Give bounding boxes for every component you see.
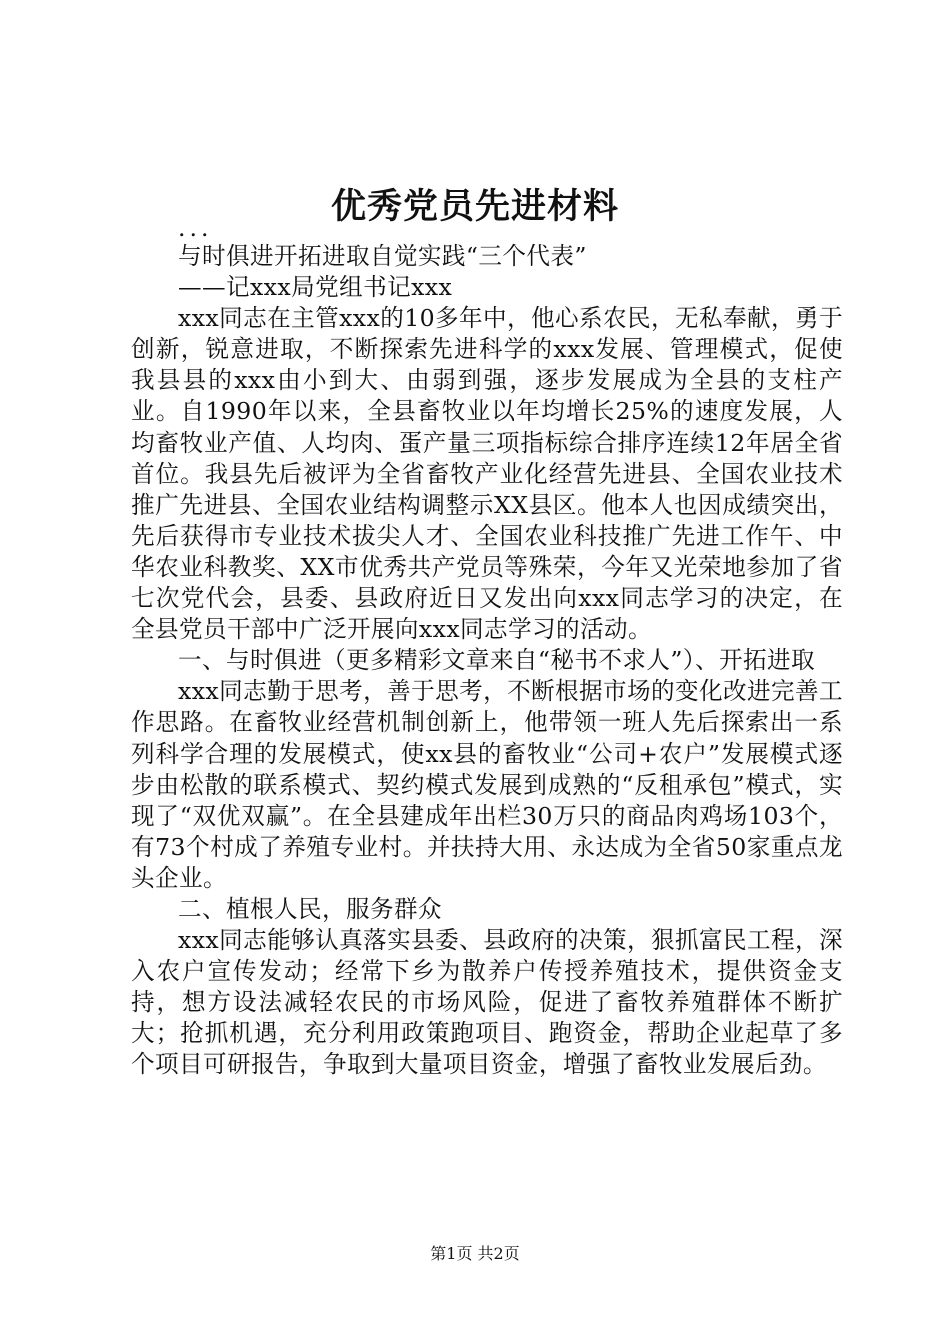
section-heading: 二、植根人民，服务群众 [178, 894, 442, 923]
page-number: 第1页 共2页 [430, 1244, 520, 1263]
byline: ——记xxx局党组书记xxx [178, 273, 453, 302]
ellipsis-marker: ... [178, 214, 213, 242]
subtitle-line: 与时俱进开拓进取自觉实践“三个代表” [178, 242, 587, 270]
document-body [131, 216, 843, 1081]
document-title: 优秀党员先进材料 [330, 186, 619, 227]
body-paragraph: xxx同志勤于思考，善于思考，不断根据市场的变化改进完善工作思路。在畜牧业经营机制创新上，他带领一班人先后探索出一系列科学合理的发展模式，使xx县的畜牧业“公司+农户”发展模式逐步由松散的联系模式、契约模式发展到成熟的“反租承包”模式，实现了“双优双赢”。在全县建成年出栏30万只的商品肉鸡场103个，有73个村成了养殖专业村。并扶持大用、永达成为全省50家重点龙头企业。 [131, 677, 843, 892]
section-heading: 一、与时俱进（更多精彩文章来自“秘书不求人”）、开拓进取 [178, 646, 815, 675]
body-paragraph: xxx同志在主管xxx的10多年中，他心系农民，无私奉献，勇于创新，锐意进取，不断探索先进科学的xxx发展、管理模式，促使我县县的xxx由小到大、由弱到强，逐步发展成为全县的支柱产业。自1990年以来，全县畜牧业以年均增长25%的速度发展，人均畜牧业产值、人均肉、蛋产量三项指标综合排序连续12年居全省首位。我县先后被评为全省畜牧产业化经营先进县、全国农业技术推广先进县、全国农业结构调整示XX县区。他本人也因成绩突出，先后获得市专业技术拔尖人才、全国农业科技推广先进工作午、中华农业科教奖、XX市优秀共产党员等殊荣，今年又光荣地参加了省七次党代会，县委、县政府近日又发出向xxx同志学习的决定，在全县党员干部中广泛开展向xxx同志学习的活动。 [131, 304, 843, 644]
body-paragraph: xxx同志能够认真落实县委、县政府的决策，狠抓富民工程，深入农户宣传发动；经常下乡为散养户传授养殖技术，提供资金支持，想方设法减轻农民的市场风险，促进了畜牧养殖群体不断扩大；抢抓机遇，充分利用政策跑项目、跑资金，帮助企业起草了多个项目可研报告，争取到大量项目资金，增强了畜牧业发展后劲。 [131, 926, 843, 1079]
